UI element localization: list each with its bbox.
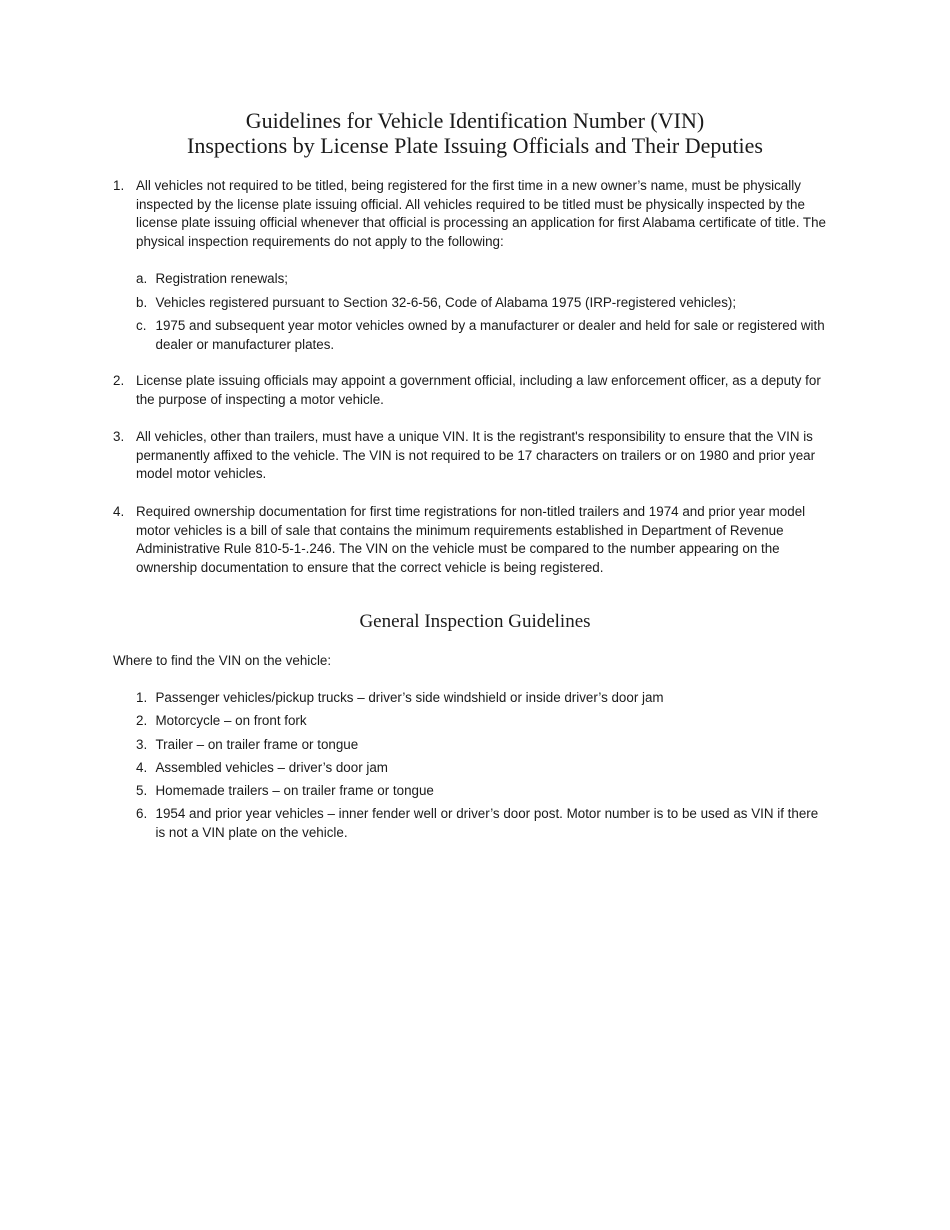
list-item: [136, 736, 826, 755]
exception-letter: c.: [136, 318, 147, 333]
exceptions-list: [136, 270, 836, 359]
list-item: [136, 712, 826, 731]
list-item-text: Passenger vehicles/pickup trucks – driver’s side windshield or inside driver’s door jam: [155, 690, 664, 705]
guideline-paragraph-3: [113, 428, 838, 484]
exception-text: Vehicles registered pursuant to Section 32-6-56, Code of Alabama 1975 (IRP-registered vehicles);: [155, 294, 737, 310]
list-item: [136, 782, 826, 801]
exception-letter: a.: [136, 271, 148, 286]
paragraph-text: All vehicles, other than trailers, must have a unique VIN. It is the registrant's responsibility to ensure that the VIN is permanently affixed to the vehicle. The VIN is not required to be 17 characters on trailers or on 1980 and prior year model motor vehicles.: [136, 429, 816, 481]
list-item: [136, 759, 826, 778]
vin-location-list: [136, 689, 826, 847]
list-item-number: 3.: [136, 736, 148, 752]
paragraph-number: 4.: [113, 504, 125, 519]
list-item-text: 1954 and prior year vehicles – inner fender well or driver’s door post. Motor number is to be used as VIN if there is not a VIN plate on the vehicle.: [155, 806, 819, 840]
list-item-number: 2.: [136, 713, 148, 729]
section-heading: General Inspection Guidelines: [359, 611, 591, 632]
exception-item: [136, 270, 836, 289]
title-line-2: Inspections by License Plate Issuing Officials and Their Deputies: [187, 133, 763, 158]
page-title: [0, 108, 950, 158]
paragraph-text: Required ownership documentation for first time registrations for non-titled trailers and 1974 and prior year model motor vehicles is a bill of sale that contains the minimum requirements established in Department of Revenue Administrative Rule 810-5-1-.246. The VIN on the vehicle must be compared to the number appearing on the ownership documentation to ensure that the correct vehicle is being registered.: [136, 504, 806, 575]
guideline-paragraph-1: [113, 177, 838, 251]
list-item-number: 4.: [136, 759, 148, 775]
exception-letter: b.: [136, 294, 148, 310]
guideline-paragraph-2: [113, 372, 838, 409]
list-item-number: 6.: [136, 806, 148, 822]
vin-location-intro: Where to find the VIN on the vehicle:: [113, 653, 332, 668]
list-item-number: 5.: [136, 783, 148, 799]
list-item-text: Trailer – on trailer frame or tongue: [155, 736, 359, 752]
list-item-text: Motorcycle – on front fork: [155, 713, 307, 729]
list-item-number: 1.: [136, 690, 148, 705]
exception-item: [136, 294, 836, 313]
exception-item: [136, 317, 836, 354]
list-item-text: Homemade trailers – on trailer frame or tongue: [155, 783, 434, 799]
list-item: [136, 805, 826, 842]
paragraph-number: 3.: [113, 429, 125, 444]
guideline-paragraph-4: [113, 503, 838, 577]
paragraph-number: 2.: [113, 373, 125, 388]
list-item: [136, 689, 826, 708]
paragraph-text: License plate issuing officials may appoint a government official, including a law enforcement officer, as a deputy for the purpose of inspecting a motor vehicle.: [136, 373, 821, 407]
list-item-text: Assembled vehicles – driver’s door jam: [155, 759, 388, 775]
exception-text: Registration renewals;: [155, 271, 288, 286]
paragraph-number: 1.: [113, 178, 125, 193]
exception-text: 1975 and subsequent year motor vehicles owned by a manufacturer or dealer and held for sale or registered with dealer or manufacturer plates.: [155, 318, 825, 352]
paragraph-text: All vehicles not required to be titled, being registered for the first time in a new owner’s name, must be physically inspected by the license plate issuing official. All vehicles required to be titled must be physically inspected by the license plate issuing official whenever that official is processing an application for first Alabama certificate of title. The physical inspection requirements do not apply to the following:: [136, 178, 826, 249]
title-line-1: Guidelines for Vehicle Identification Number (VIN): [245, 108, 705, 133]
